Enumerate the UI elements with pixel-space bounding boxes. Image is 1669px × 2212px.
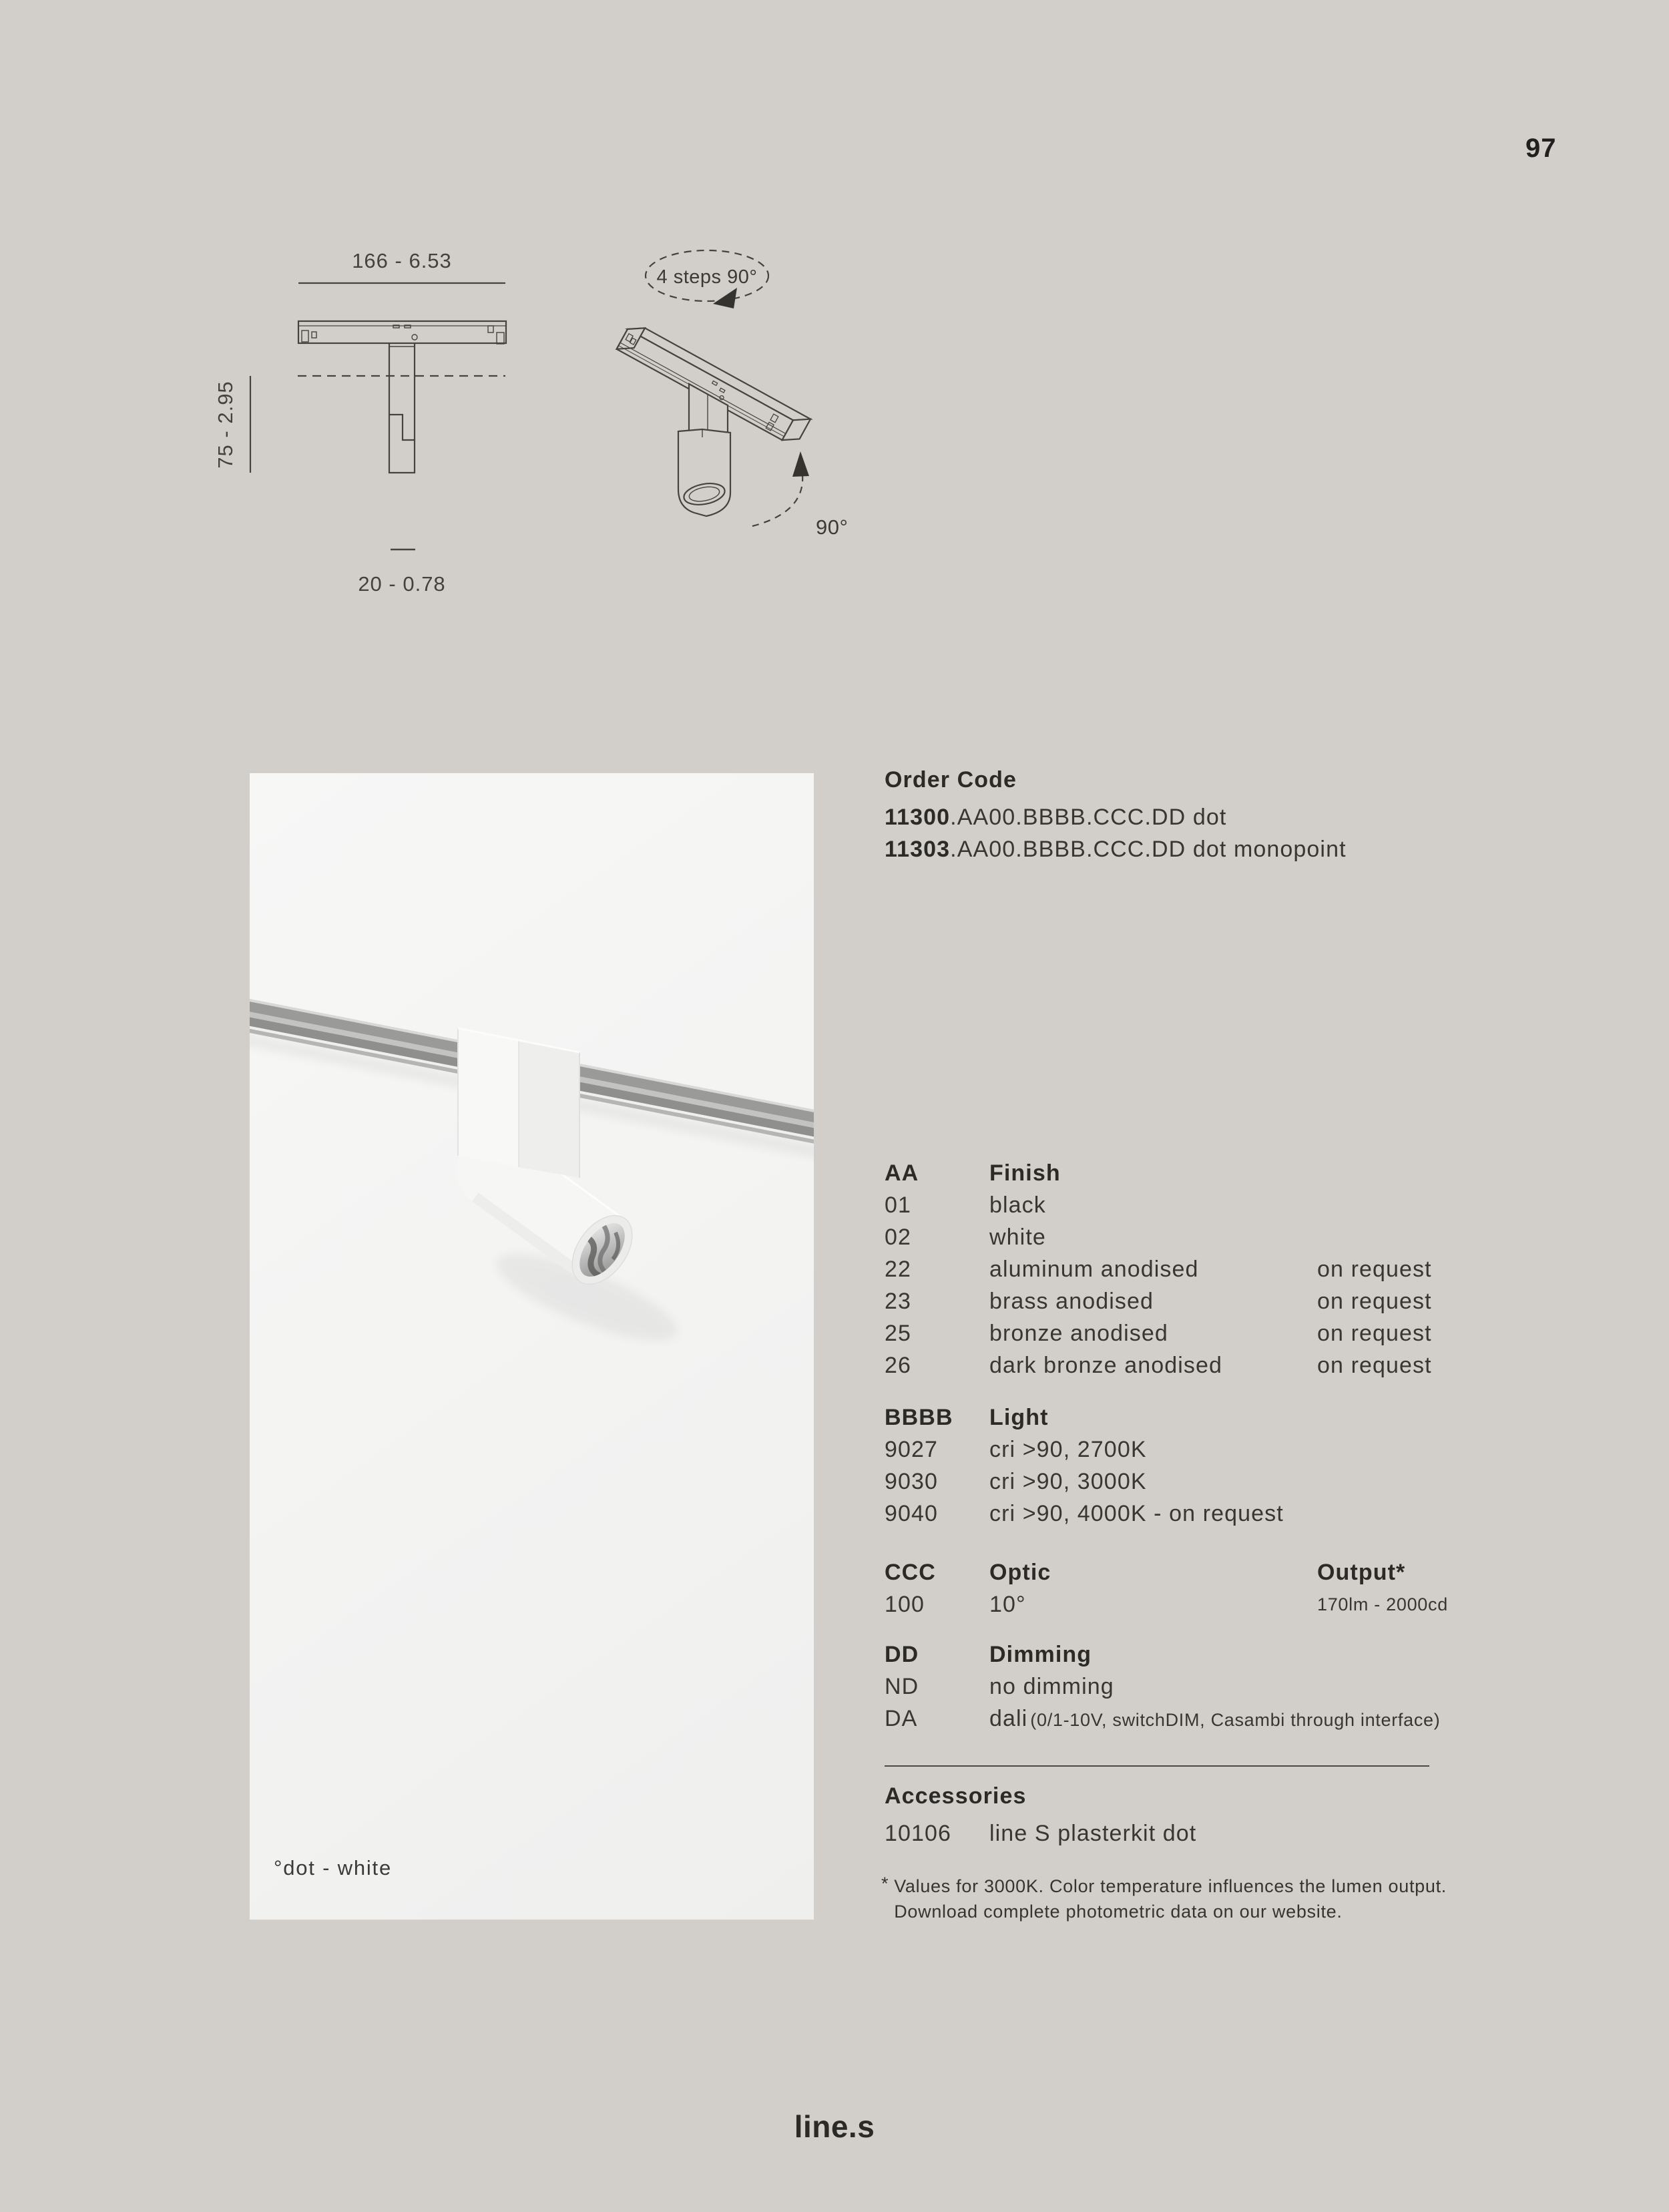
- finish-code: 23: [885, 1288, 912, 1314]
- finish-row: [885, 1189, 1437, 1221]
- order-code-line: [885, 833, 1437, 865]
- optic-row: [885, 1588, 1448, 1620]
- order-code-suffix: .AA00.BBBB.CCC.DD dot: [950, 804, 1227, 830]
- optic-header-row: [885, 1556, 1437, 1588]
- finish-note: on request: [1317, 1352, 1432, 1378]
- dimming-code-header: DD: [885, 1641, 919, 1667]
- dimming-table: [885, 1638, 1441, 1735]
- order-code-heading: Order Code: [885, 766, 1017, 793]
- accessory-name: line S plasterkit dot: [989, 1820, 1197, 1846]
- accessory-code: 10106: [885, 1820, 952, 1846]
- finish-code: 01: [885, 1192, 912, 1218]
- footnote-line: Download complete photometric data on our website.: [894, 1902, 1343, 1922]
- optic-code-header: CCC: [885, 1559, 936, 1585]
- light-header-row: [885, 1401, 1437, 1433]
- product-photo-render: [250, 773, 814, 1920]
- rotation-arrow-left-icon: [713, 288, 737, 308]
- dimming-name: no dimming: [989, 1673, 1114, 1699]
- finish-table: [885, 1157, 1437, 1381]
- order-code-number: 11300: [885, 804, 951, 830]
- dimming-header-row: [885, 1638, 1437, 1671]
- optic-code: 100: [885, 1591, 925, 1617]
- order-code-section: [885, 764, 1437, 865]
- steps-label: 4 steps 90°: [656, 266, 758, 288]
- accessories-section: [885, 1780, 1437, 1849]
- finish-code-header: AA: [885, 1160, 919, 1186]
- order-code-suffix: .AA00.BBBB.CCC.DD dot monopoint: [950, 836, 1347, 862]
- spot-body: [458, 1028, 579, 1178]
- dimming-row: [885, 1703, 1441, 1735]
- light-code: 9040: [885, 1500, 939, 1526]
- light-name: cri >90, 4000K - on request: [989, 1500, 1284, 1526]
- dimming-code: DA: [885, 1705, 918, 1731]
- technical-drawing: [187, 227, 855, 608]
- finish-name: black: [989, 1192, 1046, 1218]
- light-row: [885, 1498, 1437, 1530]
- height-dimension-label: 75 - 2.95: [214, 381, 237, 469]
- finish-note: on request: [1317, 1256, 1432, 1282]
- dimming-row: [885, 1671, 1437, 1703]
- dimming-detail: (0/1-10V, switchDIM, Casambi through interface): [1030, 1709, 1441, 1730]
- accessory-row: [885, 1817, 1437, 1849]
- finish-name: dark bronze anodised: [989, 1352, 1223, 1378]
- finish-name: aluminum anodised: [989, 1256, 1199, 1282]
- footer-brand: line.s: [794, 2109, 875, 2144]
- optic-name: 10°: [989, 1591, 1026, 1617]
- section-divider: [885, 1765, 1429, 1767]
- finish-row: [885, 1317, 1437, 1349]
- finish-row: [885, 1221, 1437, 1253]
- finish-row: [885, 1253, 1437, 1285]
- output-header: Output*: [1317, 1559, 1406, 1585]
- finish-code: 25: [885, 1320, 912, 1346]
- light-row: [885, 1466, 1437, 1498]
- photo-caption: °dot - white: [274, 1856, 393, 1879]
- order-code-line: [885, 801, 1437, 833]
- optic-table: [885, 1556, 1448, 1620]
- light-code-header: BBBB: [885, 1404, 953, 1430]
- light-name: cri >90, 3000K: [989, 1468, 1147, 1494]
- tilt-angle-label: 90°: [816, 515, 849, 539]
- light-name: cri >90, 2700K: [989, 1436, 1147, 1462]
- finish-code: 22: [885, 1256, 912, 1282]
- iso-view-drawing: [617, 250, 810, 526]
- dimming-name: dali: [989, 1705, 1028, 1731]
- optic-title: Optic: [989, 1559, 1051, 1585]
- dimming-code: ND: [885, 1673, 919, 1699]
- finish-title: Finish: [989, 1160, 1061, 1186]
- width-dimension-label: 166 - 6.53: [352, 249, 452, 272]
- optic-output: 170lm - 2000cd: [1317, 1594, 1448, 1614]
- tilt-arrow-up-icon: [792, 451, 809, 477]
- finish-note: on request: [1317, 1320, 1432, 1346]
- footnote-line: Values for 3000K. Color temperature influences the lumen output.: [894, 1876, 1447, 1896]
- finish-name: brass anodised: [989, 1288, 1154, 1314]
- light-code: 9030: [885, 1468, 939, 1494]
- footnote: [881, 1873, 1447, 1924]
- diameter-dimension-label: 20 - 0.78: [358, 572, 446, 596]
- finish-code: 02: [885, 1224, 912, 1250]
- product-photo: [250, 773, 814, 1920]
- finish-header-row: [885, 1157, 1437, 1189]
- accessories-heading: Accessories: [885, 1783, 1027, 1809]
- light-code: 9027: [885, 1436, 939, 1462]
- light-row: [885, 1433, 1437, 1466]
- front-view-drawing: [250, 283, 506, 549]
- finish-row: [885, 1285, 1437, 1317]
- dimming-title: Dimming: [989, 1641, 1092, 1667]
- order-code-number: 11303: [885, 836, 951, 862]
- finish-note: on request: [1317, 1288, 1432, 1314]
- page-number: 97: [1525, 134, 1557, 163]
- light-table: [885, 1401, 1437, 1530]
- light-title: Light: [989, 1404, 1049, 1430]
- finish-code: 26: [885, 1352, 912, 1378]
- finish-name: white: [989, 1224, 1046, 1250]
- finish-name: bronze anodised: [989, 1320, 1168, 1346]
- footnote-marker: *: [881, 1873, 889, 1894]
- finish-row: [885, 1349, 1437, 1381]
